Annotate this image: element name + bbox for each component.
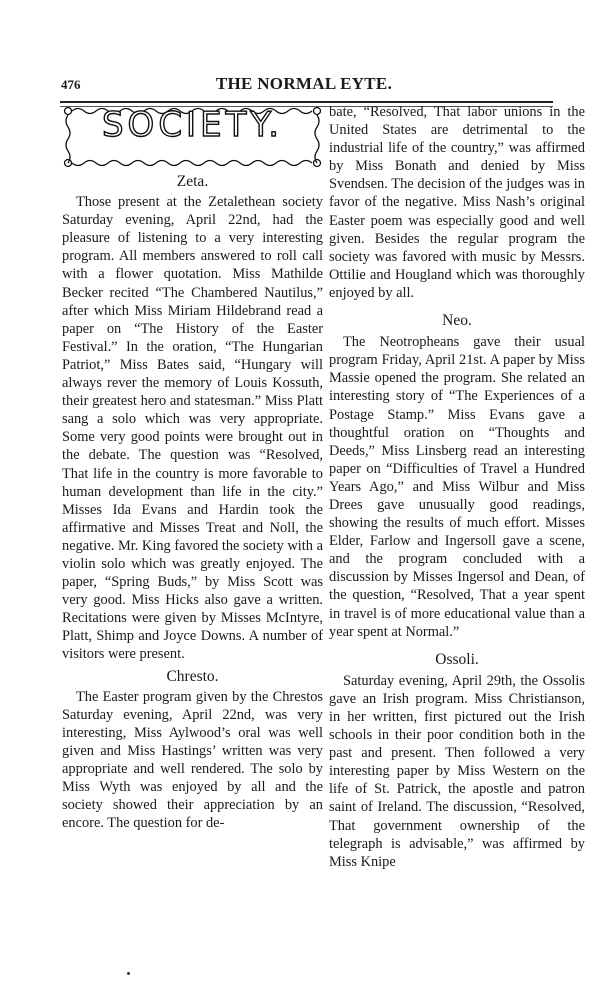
left-column (62, 103, 323, 832)
paragraph-zeta: Those present at the Zetalethean society Saturday evening, April 22nd, had the pleasure of listening to a very interesting program. All members answered to roll call with a flower quotation. Miss Mathilde Becker recited “The Chambered Nautilus,” after which Miss Miriam Hildebrand read a paper on “The History of the Easter Festival.” In the oration, “The Hungarian Patriot,” Miss Bates said, “Hungary will always rever the memory of Louis Kossuth, their greatest hero and statesman.” Miss Platt sang a solo which was very appropriate. Some very good points were brought out in the debate. The question was “Resolved, That life in the country is more favorable to human development than life in the city.” Misses Ida Evans and Hardin took the affirmative and Misses Treat and Noll, the negative. Mr. King favored the society with a violin solo which was greatly enjoyed. The paper, “Spring Buds,” by Miss Scott was very good. Miss Hicks also gave a written. Recitations were given by Misses McIntyre, Platt, Shimp and Joyce Downs. A number of visitors were present. (62, 194, 323, 663)
running-head: THE NORMAL EYTE. (215, 74, 393, 93)
page-number: 476 (61, 77, 81, 92)
paragraph-ossoli: Saturday evening, April 29th, the Ossolis gave an Irish program. Miss Christianson, in her written, first pictured out the Irish schools in their poor condition both in the past and present. Then followed a very interesting paper by Miss Western on the life of St. Patrick, the apostle and patron saint of Ireland. The discussion, “Resolved, That government ownership of the telegraph is advisable,” was affirmed by Miss Knipe (329, 672, 585, 870)
paragraph-chresto: The Easter program given by the Chrestos Saturday evening, April 22nd, was very interesting, Miss Aylwood’s oral was well given and Miss Hastings’ written was very appropriate and well rendered. The solo by Miss Wyth was enjoyed by all and the society showed their appreciation by an encore. The question for de- (62, 688, 323, 832)
banner-title: SOCIETY. (101, 105, 284, 145)
section-heading-chresto: Chresto. (166, 667, 219, 685)
section-heading-neo: Neo. (442, 312, 472, 330)
paragraph-chresto-continued: bate, “Resolved, That labor unions in the United States are detrimental to the industrial life of the country,” was affirmed by Miss Bonath and denied by Miss Svendsen. The decision of the judges was in favor of the negative. Miss Nash’s original Easter poem was especially good and well given. Besides the regular program the society was favored with music by Messrs. Ottilie and Hougland which was thoroughly enjoyed by all. (329, 104, 585, 301)
section-heading-ossoli: Ossoli. (435, 650, 479, 668)
right-column (329, 103, 585, 871)
paragraph-neo: The Neotropheans gave their usual program Friday, April 21st. A paper by Miss Massie opened the program. She related an interesting story of “The Experiences of a Postage Stamp.” Miss Evans gave a thoughtful oration on “Thoughts and Deeds,” Miss Linsberg read an interesting paper on “Difficulties of Travel a Hundred Years Ago,” and Miss Wilbur and Miss Drees gave unusually good readings, showing the results of much effort. Misses Elder, Farlow and Ingersoll gave a scene, and the program concluded with a discussion by Misses Ingersol and Dean, of the question, “Resolved, That a year spent in travel is of more educational value than a year spent at Normal.” (329, 334, 585, 640)
print-speck (127, 972, 130, 975)
section-heading-zeta: Zeta. (176, 173, 209, 190)
society-banner (62, 105, 323, 169)
